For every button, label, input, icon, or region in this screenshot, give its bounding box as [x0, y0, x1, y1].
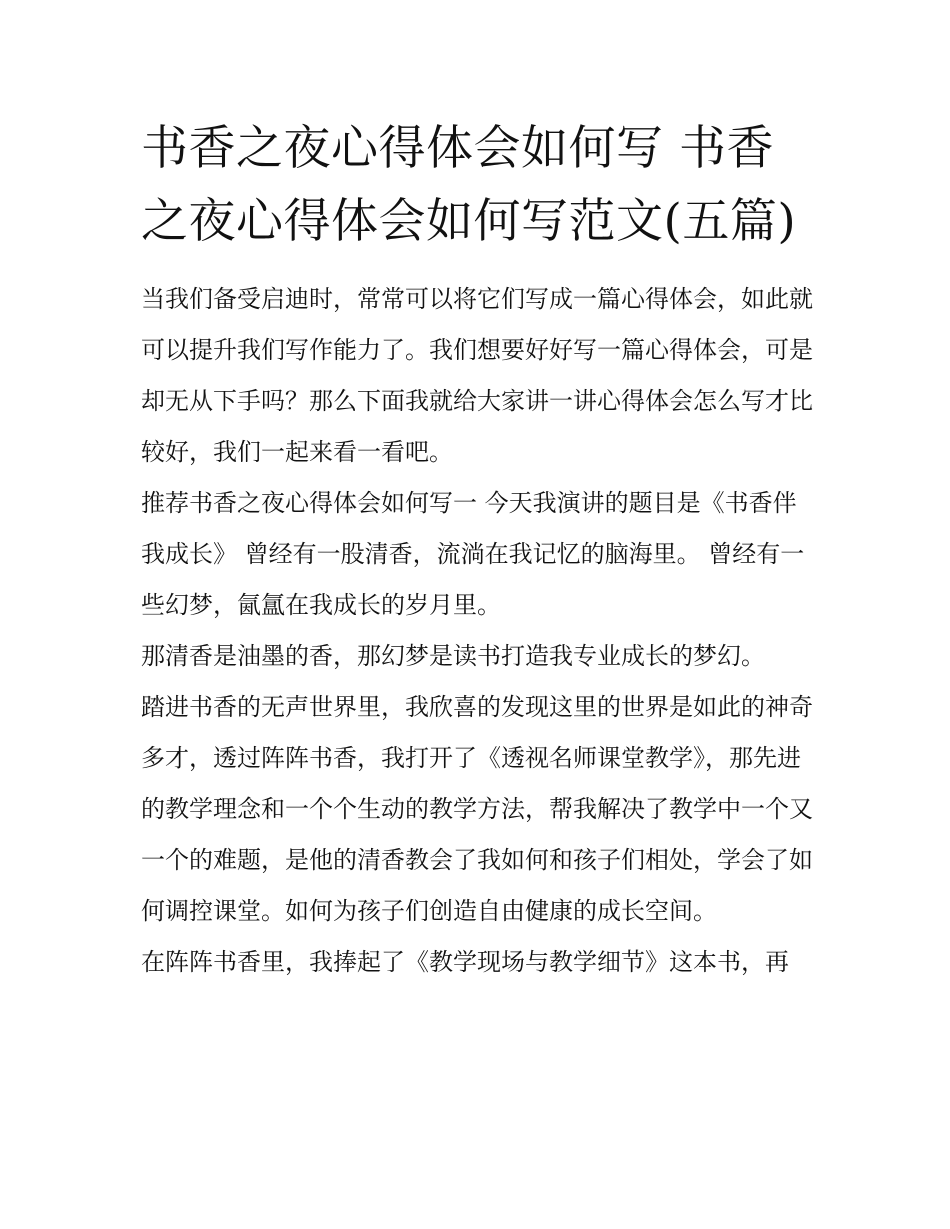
- paragraph-book-reading: 在阵阵书香里，我捧起了《教学现场与教学细节》这本书，再: [141, 948, 789, 976]
- paragraph-fragrance-dream: 那清香是油墨的香，那幻梦是读书打造我专业成长的梦幻。: [141, 642, 765, 670]
- paragraph-intro: 当我们备受启迪时，常常可以将它们写成一篇心得体会，如此就可以提升我们写作能力了。我们想要好好写一篇心得体会，可是却无从下手吗？那么下面我就给大家讲一讲心得体会怎么写才比较好，我们一起来看一看吧。: [141, 285, 813, 466]
- paragraph-reading-world: 踏进书香的无声世界里，我欣喜的发现这里的世界是如此的神奇多才，透过阵阵书香，我打开了《透视名师课堂教学》，那先进的教学理念和一个个生动的教学方法，帮我解决了教学中一个又一个的难题，是他的清香教会了我如何和孩子们相处，学会了如何调控课堂。如何为孩子们创造自由健康的成长空间。: [141, 693, 813, 925]
- document-content: [141, 112, 816, 988]
- document-title: 书香之夜心得体会如何写 书香之夜心得体会如何写范文(五篇): [141, 121, 797, 249]
- paragraph-speech-opening: 推荐书香之夜心得体会如何写一 今天我演讲的题目是《书香伴我成长》 曾经有一股清香，流淌在我记忆的脑海里。 曾经有一些幻梦，氤氲在我成长的岁月里。: [141, 489, 805, 619]
